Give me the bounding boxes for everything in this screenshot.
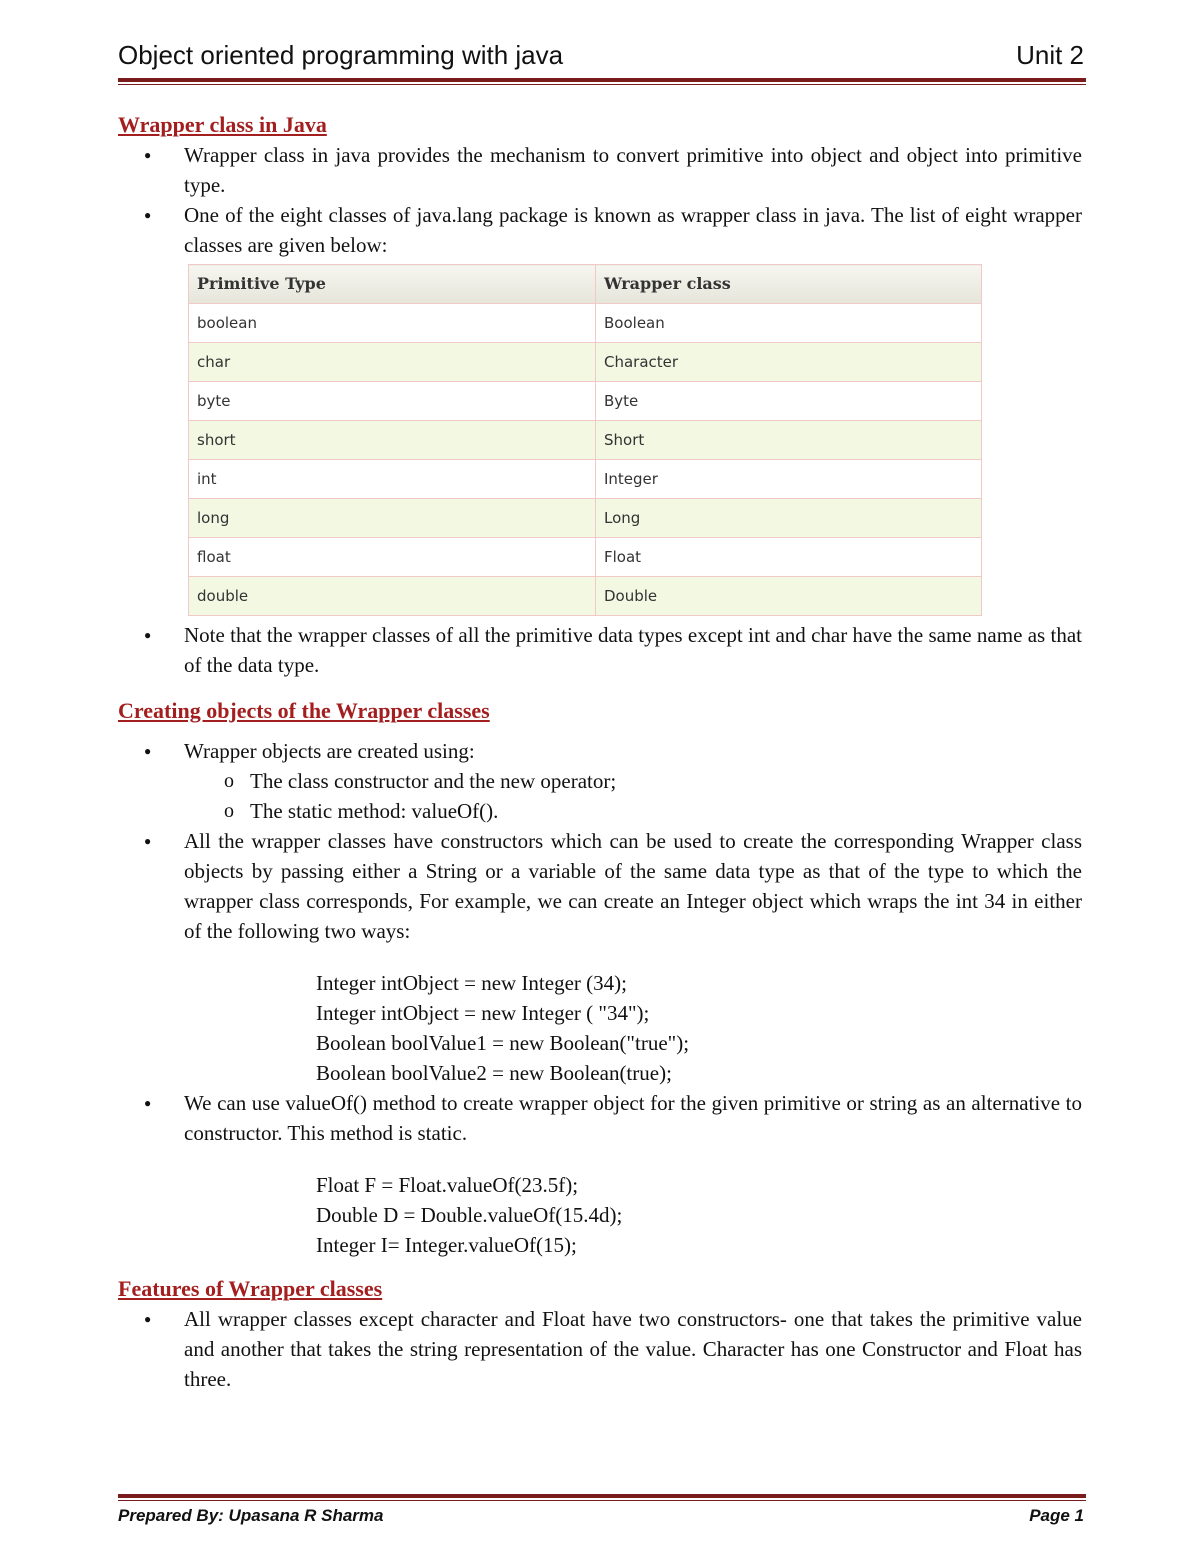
page-content [118,110,1082,1394]
header-title: Object oriented programming with java [118,40,564,70]
table-row [189,499,982,538]
table-cell: byte [189,382,596,421]
table-cell: Boolean [596,304,982,343]
section-heading-wrapper-class: Wrapper class in Java [118,112,327,137]
code-line: Integer intObject = new Integer ( "34"); [316,1001,650,1025]
list-item: ● Wrapper class in java provides the mechanism to convert primitive into object and object into primitive type. [118,140,1082,200]
code-line: Float F = Float.valueOf(23.5f); [316,1173,579,1197]
table-row [189,382,982,421]
header-rule-thin [118,84,1086,85]
table-cell: Short [596,421,982,460]
sub-list-item: o The static method: valueOf(). [184,796,1082,826]
list-item: ● One of the eight classes of java.lang package is known as wrapper class in java. The list of eight wrapper classes are given below: [118,200,1082,260]
list-item [118,736,1082,826]
table-cell: Character [596,343,982,382]
table-row [189,304,982,343]
table-row [189,460,982,499]
table-cell: Float [596,538,982,577]
code-line: Boolean boolValue2 = new Boolean(true); [316,1061,672,1085]
code-block [184,968,1082,1088]
code-line: Boolean boolValue1 = new Boolean("true"); [316,1031,690,1055]
table-row [189,343,982,382]
bullet-list [118,1304,1082,1394]
footer-author: Prepared By: Upasana R Sharma [118,1506,384,1525]
table-cell: Long [596,499,982,538]
header-rule-thick [118,78,1086,82]
column-header: Primitive Type [189,265,596,304]
section-heading-features: Features of Wrapper classes [118,1276,383,1301]
sub-list-item: o The class constructor and the new operator; [184,766,1082,796]
table-cell: long [189,499,596,538]
list-item: ● Note that the wrapper classes of all the primitive data types except int and char have the same name as that of the data type. [118,620,1082,680]
section-heading-creating-objects: Creating objects of the Wrapper classes [118,698,490,723]
list-item [118,826,1082,1088]
table-cell: char [189,343,596,382]
list-item-text: ● All the wrapper classes have constructors which can be used to create the corresponding Wrapper class objects by passing either a String or a variable of the same data type as that of the type to which the wrapper class corresponds, For example, we can create an Integer object which wraps the int 34 in either of the following two ways: [184,829,1082,943]
table-cell: boolean [189,304,596,343]
bullet-list [118,736,1082,1260]
code-line: Integer intObject = new Integer (34); [316,971,627,995]
table-cell: Byte [596,382,982,421]
list-item: ● All wrapper classes except character and Float have two constructors- one that takes the primitive value and another that takes the string representation of the value. Character has one Constructor and Float has three. [118,1304,1082,1394]
code-line: Integer I= Integer.valueOf(15); [316,1233,577,1257]
footer-rule-thick [118,1494,1086,1498]
page-number: Page 1 [1029,1506,1084,1525]
table-cell: Double [596,577,982,616]
list-item-text: Wrapper objects are created using: [184,739,475,763]
table-cell: int [189,460,596,499]
list-item-text: ● We can use valueOf() method to create wrapper object for the given primitive or string as an alternative to constructor. This method is static. [184,1091,1082,1145]
list-item [118,1088,1082,1260]
table-header-row [189,265,982,304]
table-cell: short [189,421,596,460]
bullet-list [118,140,1082,260]
sub-list [184,766,1082,826]
table-cell: float [189,538,596,577]
footer-rule-thin [118,1500,1086,1501]
table-cell: Integer [596,460,982,499]
table-row [189,538,982,577]
code-line: Double D = Double.valueOf(15.4d); [316,1203,623,1227]
column-header: Wrapper class [596,265,982,304]
header-unit: Unit 2 [1016,40,1084,70]
table-row [189,577,982,616]
page-header [118,40,1084,76]
table-cell: double [189,577,596,616]
table-row [189,421,982,460]
code-block [184,1170,1082,1260]
wrapper-class-table [188,264,982,616]
page-footer [118,1506,1084,1532]
bullet-list [118,620,1082,680]
